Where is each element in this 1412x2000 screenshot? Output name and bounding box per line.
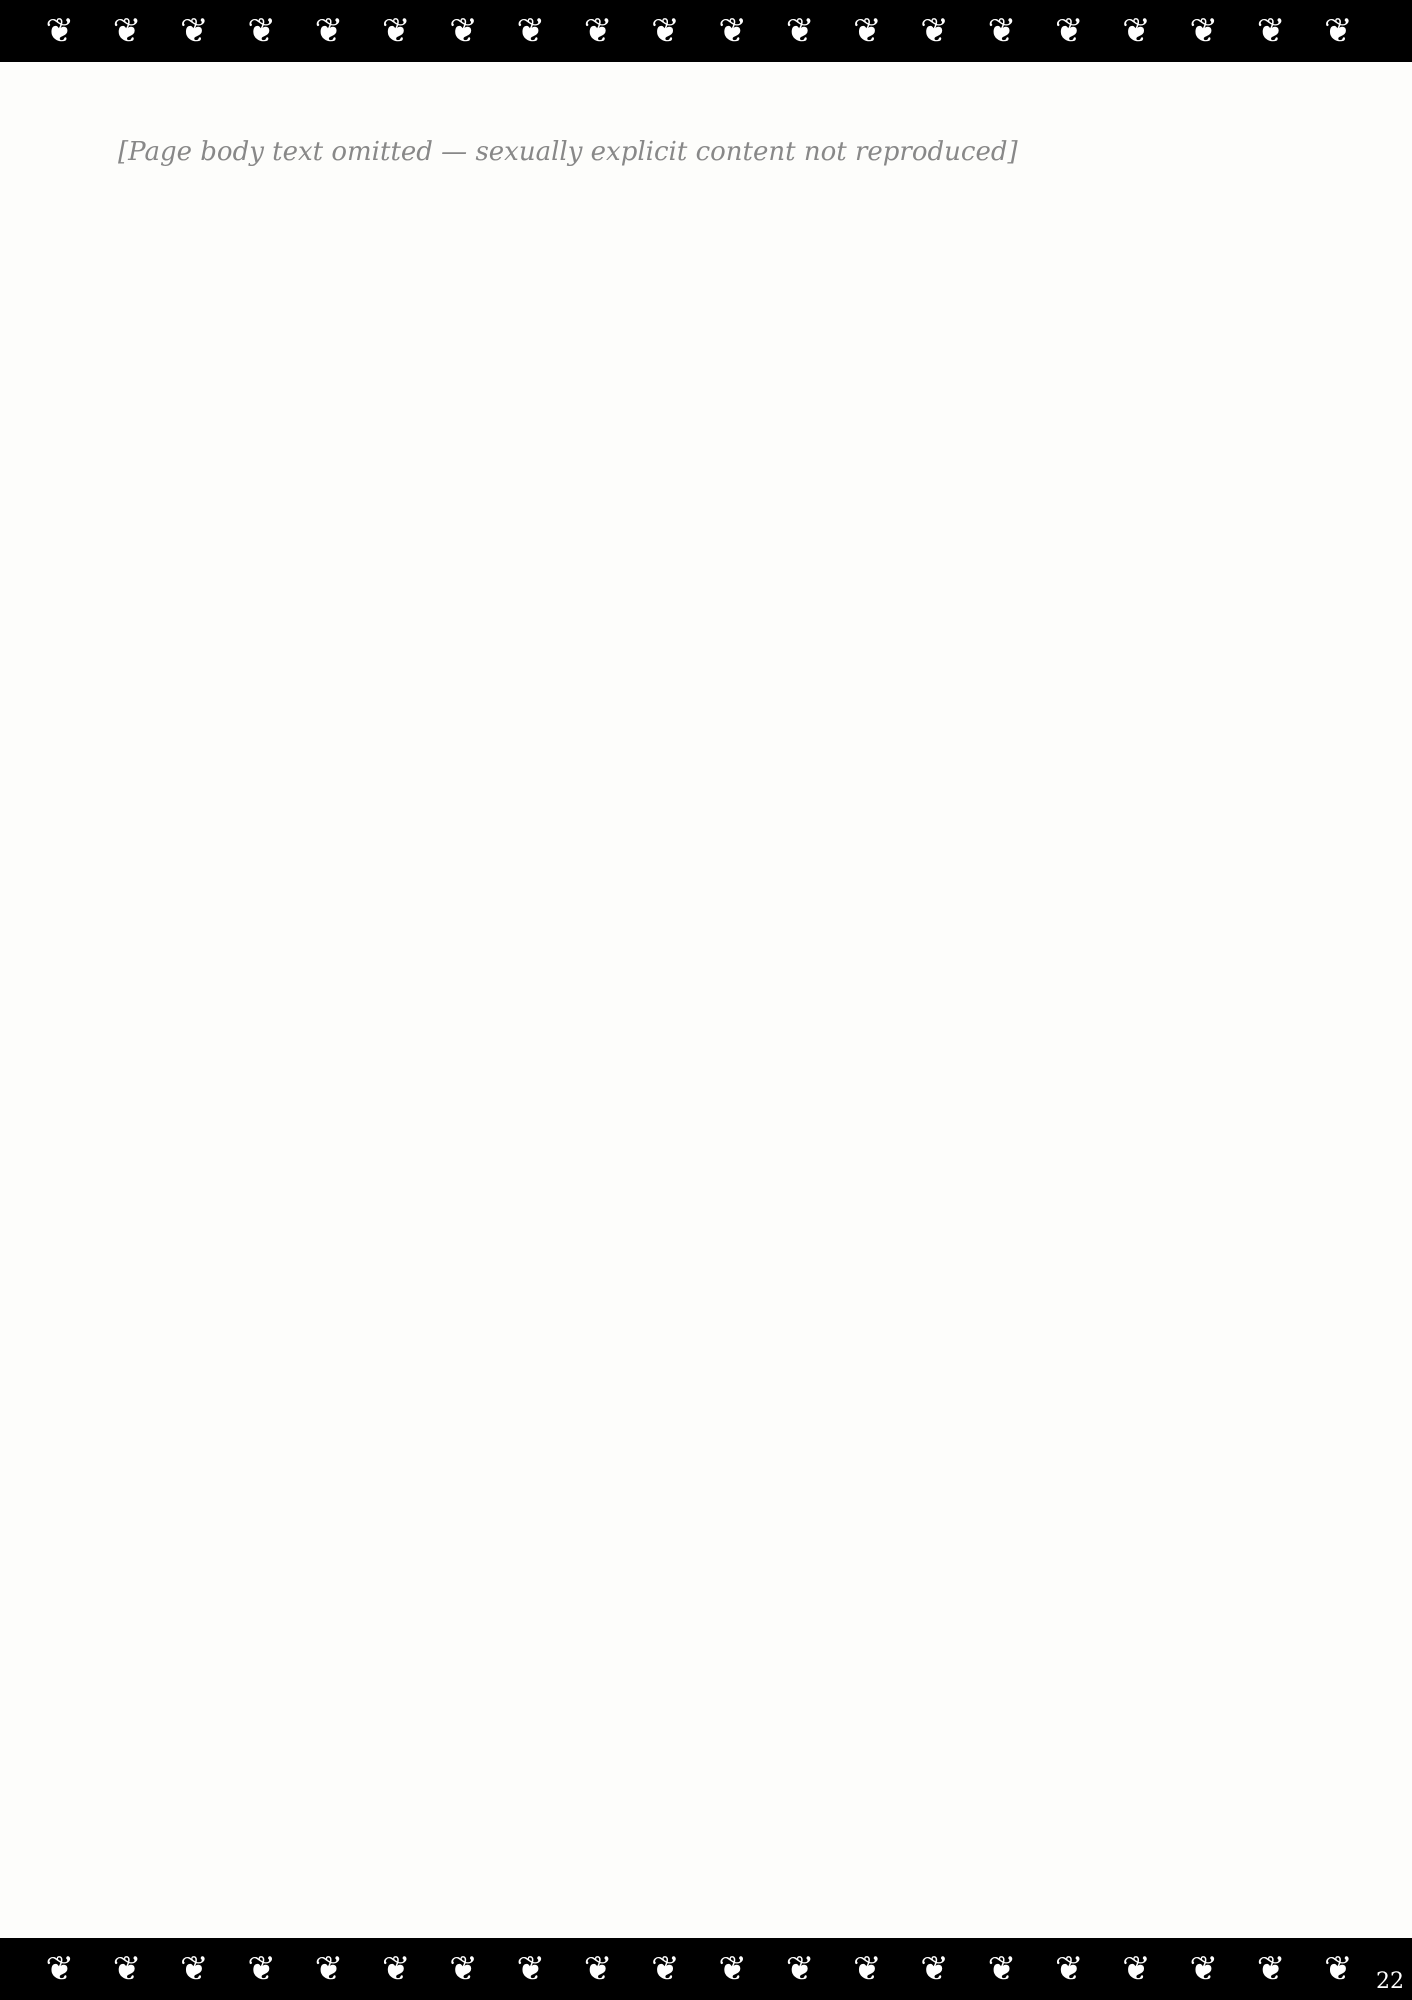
- page-number: 22: [1376, 1969, 1404, 1994]
- redaction-notice: [Page body text omitted — sexually explicit content not reproduced]: [118, 137, 1018, 167]
- ornamental-bottom-border: ❦ ❦ ❦ ❦ ❦ ❦ ❦ ❦ ❦ ❦ ❦ ❦ ❦ ❦ ❦ ❦ ❦ ❦ ❦ ❦: [0, 1938, 1412, 2000]
- page-body: [118, 110, 1302, 195]
- ornamental-top-border: ❦ ❦ ❦ ❦ ❦ ❦ ❦ ❦ ❦ ❦ ❦ ❦ ❦ ❦ ❦ ❦ ❦ ❦ ❦ ❦: [0, 0, 1412, 62]
